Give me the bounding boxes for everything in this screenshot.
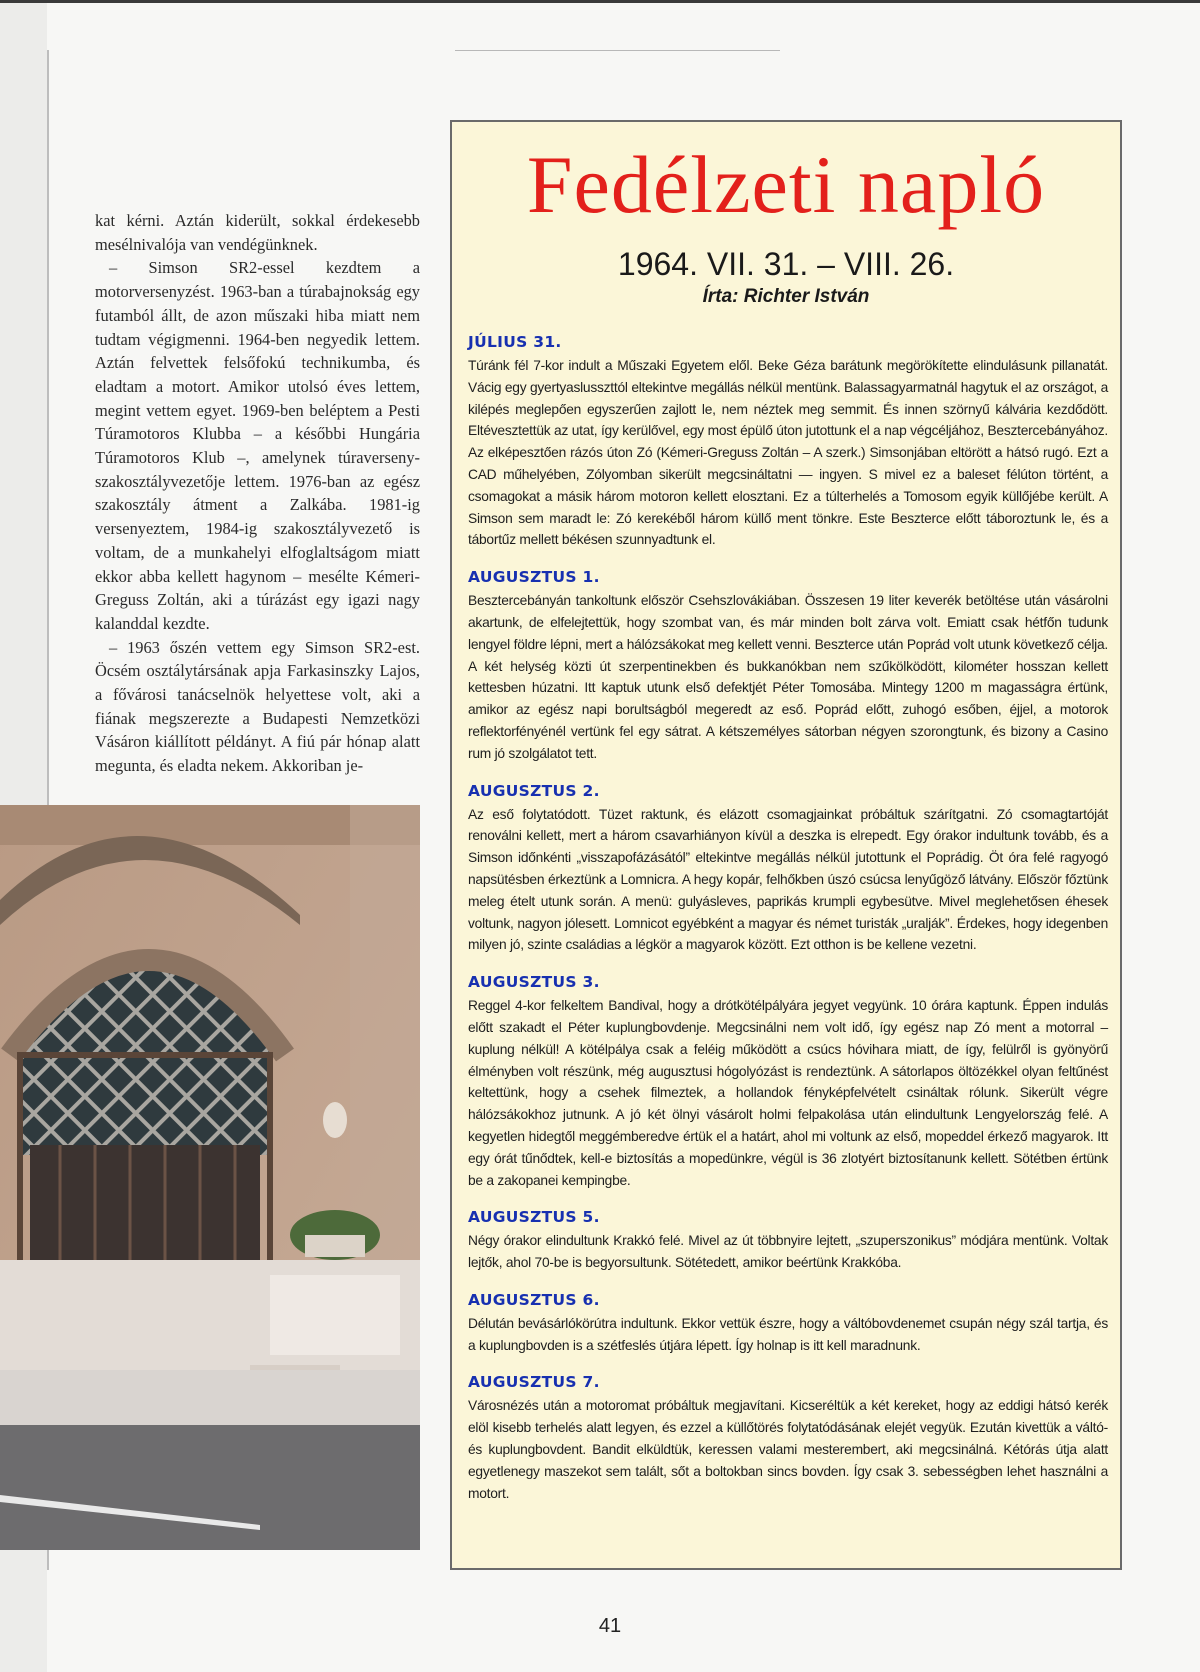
log-entry-august-7 [468, 1372, 1108, 1504]
entry-text: Besztercebányán tankoltunk először Csehszlovákiában. Összesen 19 liter keverék betöltése után vásárolni akartunk, de elfelejtettük, hogy szombat van, és már minden bolt zárva volt. Emiatt csak hétfőn tudunk lengyel földre lépni, mert a hálózsákokat meg kellett venni. Beszterce után Poprád volt utunk következő célja. A két helység közti út szerpentinekben és bukkanókban nem szűkölködött, kilométer hosszan kellett kettesben húzatni. Itt kaptuk utunk első defektjét Péter Tomosába. Mintegy 1200 m magasságra értünk, amikor az egész napi borultságból megeredt az eső. Poprád előtt, zuhogó esőben, éjjel, a motorok reflektorfényénél vertünk fel egy sátrat. A kétszemélyes sátorban négyen szorongtunk, és bizony a Casino rum jó szolgálatot tett. [468, 593, 1108, 761]
page-number: 41 [598, 1615, 622, 1637]
entry-text: Négy órakor elindultunk Krakkó felé. Mivel az út többnyire lejtett, „szuperszonikus” módjára mentünk. Voltak lejtők, ahol 70-be is begyorsultunk. Sötétedett, amikor beértünk Krakkóba. [468, 1233, 1108, 1271]
logbook-title: Fedélzeti napló [526, 139, 1046, 230]
entry-heading: AUGUSZTUS 1. [468, 568, 600, 587]
entry-text: Túránk fél 7-kor indult a Műszaki Egyetem elől. Beke Géza barátunk megörökítette elindulásunk pillanatát. Vácig egy gyertyaslusszttól eltekintve megállás nélkül mentünk. Balassagyarmatnál hagytuk el az országot, a kilépés meglepően egyszerűen zajlott le, nem néztek meg semmit. És innen szörnyű kálvária kezdődött. Eltévesztettük az utat, így kerülővel, egy most épülő úton jutottunk el a nap végcéljához, Besztercebányához. Az elképesztően rázós úton Zó (Kémeri-Greguss Zoltán – A szerk.) Simsonjában eltörött a hátsó rugó. Ezt a CAD műhelyében, Zólyomban sikerült megcsináltatni — ingyen. S mivel ez a baleset félúton történt, a csomagokat a másik három motoron kellett elosztani. Ez a túlterhelés a Tomosom egyik küllőjébe került. A Simson sem maradt le: Zó kerekéből három küllő ment tönkre. Este Beszterce előtt táboroztunk le, és a tábortűz mellett békésen szunnyadtunk el. [468, 358, 1108, 548]
logbook-entries [468, 332, 1108, 1520]
entry-text: Városnézés után a motoromat próbáltuk megjavítani. Kicseréltük a két kereket, hogy az eddigi hátsó kerék elöl kisebb terhelés alatt legyen, és ezzel a küllőtörés folytatódásának elejét vegyük. Ezután kivettük a váltó- és kuplungbovdent. Bandit elküldtük, keressen valami mesterembert, aki megcsinálná. Kétórás útja alatt egyetlenegy maszekot sem talált, sőt a boltokban sincs bovden. Így csak 3. sebességben lehet használni a motort. [468, 1398, 1108, 1501]
entry-text: Az eső folytatódott. Tüzet raktunk, és elázott csomagjainkat próbáltuk szárítgatni. Zó csomagtartóját renoválni kellett, mert a három csavarhiányon kívül a deszka is elrepedt. Egy órakor indultunk tovább, és a Simson időnkénti „visszapofázásától” eltekintve megállás nélkül jutottunk el Poprádig. Öt óra felé ragyogó napsütésben érkeztünk a Lomnicra. A hegy kopár, felhőkben úszó csúcsa lenyűgöző látvány. Először főztünk meleg ételt utunk során. A menü: gulyásleves, paprikás krumpli egybesütve. Mivel meglehetősen éhesek voltunk, nagyon jólesett. Lomnicot egyébként a magyar és német turisták „uralják”. Érdekes, hogy idegenben milyen jó, szinte családias a légkör a magyarok között. Ezt otthon is be kellene vezetni. [468, 806, 1108, 953]
entry-heading: AUGUSZTUS 6. [468, 1290, 600, 1309]
entry-heading: JÚLIUS 31. [468, 333, 562, 351]
log-entry-august-3 [468, 972, 1108, 1191]
entry-heading: AUGUSZTUS 5. [468, 1208, 600, 1227]
left-column-text [95, 209, 420, 778]
logbook-author: Írta: Richter István [702, 286, 870, 307]
entry-heading: AUGUSZTUS 7. [468, 1373, 600, 1392]
left-paragraph: – 1963 őszén vettem egy Simson SR2-est. Öcsém osztálytársának apja Farkasinszky Lajos, a fővárosi tanácselnök helyettese volt, aki a fiának megszerezte a Budapesti Nemzetközi Vásáron kiállított példányt. A fiú pár hónap alatt megunta, és eladta nekem. Akkoriban je- [95, 637, 420, 776]
log-entry-august-6 [468, 1290, 1108, 1357]
entry-text: Reggel 4-kor felkeltem Bandival, hogy a drótkötélpályára jegyet vegyünk. 10 órára kaptunk. Éppen indulás előtt szakadt el Péter kuplungbovdenje. Megcsinálni nem volt idő, így egész nap Zó ment a motorral – kuplung nélkül! A kötélpálya csak a feléig működött a csúcs hóvihara miatt, de így, felülről is gyönyörű élményben volt részünk, még augusztusi hógolyózást is rendeztünk. A sátorlapos öltözékkel olyan feltűnést keltettünk, hogy a csehek filmeztek, a hollandok fényképfelvételt csináltak rólunk. Sikerült végre hálózsákokhoz jutnunk. A jó két ölnyi vásárolt holmi felpakolása után elindultunk Lengyelország felé. A kegyetlen hidegtől meggémberedve értük el a határt, ahol mi voltunk az első, mopeddel érkező magyarok. Itt egy órát tűnődtek, kell-e biztosítás a mopedünkre, végül is 36 zlotyért biztosítanunk kellett. Sötétben értünk be a zakopanei kempingbe. [468, 998, 1108, 1188]
entry-text: Délután bevásárlókörútra indultunk. Ekkor vettük észre, hogy a váltóbovdenemet csupán négy szál tartja, és a kuplungbovden is a szétfeslés útjára lépett. Így holnap is itt kell maradnunk. [468, 1315, 1108, 1353]
building-gate-photo [0, 805, 420, 1550]
scan-top-edge [0, 0, 1200, 3]
entry-heading: AUGUSZTUS 2. [468, 781, 600, 800]
left-paragraph: kat kérni. Aztán kiderült, sokkal érdekesebb mesélnivalója van vendégünknek. [95, 211, 420, 254]
left-paragraph: – Simson SR2-essel kezdtem a motorversenyzést. 1963-ban a túrabajnokság egy futamból állt, de azon műszaki hiba miatt nem tudtam végigmenni. 1964-ben negyedik lettem. Aztán felvettek felsőfokú technikumba, és eladtam a motort. Amikor utolsó éves lettem, megint vettem egyet. 1969-ben beléptem a Pesti Túramotoros Klubba – a későbbi Hungária Túramotoros Klub –, amelynek túraverseny-szakosztályvezetője lettem. 1976-ban az egész szakosztály átment a Zalkába. 1981-ig versenyeztem, 1984-ig szakosztályvezető is voltam, de a munkahelyi elfoglaltságom miatt ekkor abba kellett hagynom – mesélte Kémeri-Greguss Zoltán, aki a túrázást egy igazi nagy kalanddal kezdte. [95, 258, 420, 633]
log-entry-august-1 [468, 567, 1108, 764]
building-gate-illustration [0, 805, 420, 1550]
log-entry-august-2 [468, 781, 1108, 957]
logbook-dates: 1964. VII. 31. – VIII. 26. [617, 246, 955, 282]
log-entry-july-31 [468, 332, 1108, 551]
top-rule [455, 50, 780, 51]
logbook-box [450, 120, 1122, 1570]
entry-heading: AUGUSZTUS 3. [468, 973, 600, 992]
log-entry-august-5 [468, 1207, 1108, 1274]
